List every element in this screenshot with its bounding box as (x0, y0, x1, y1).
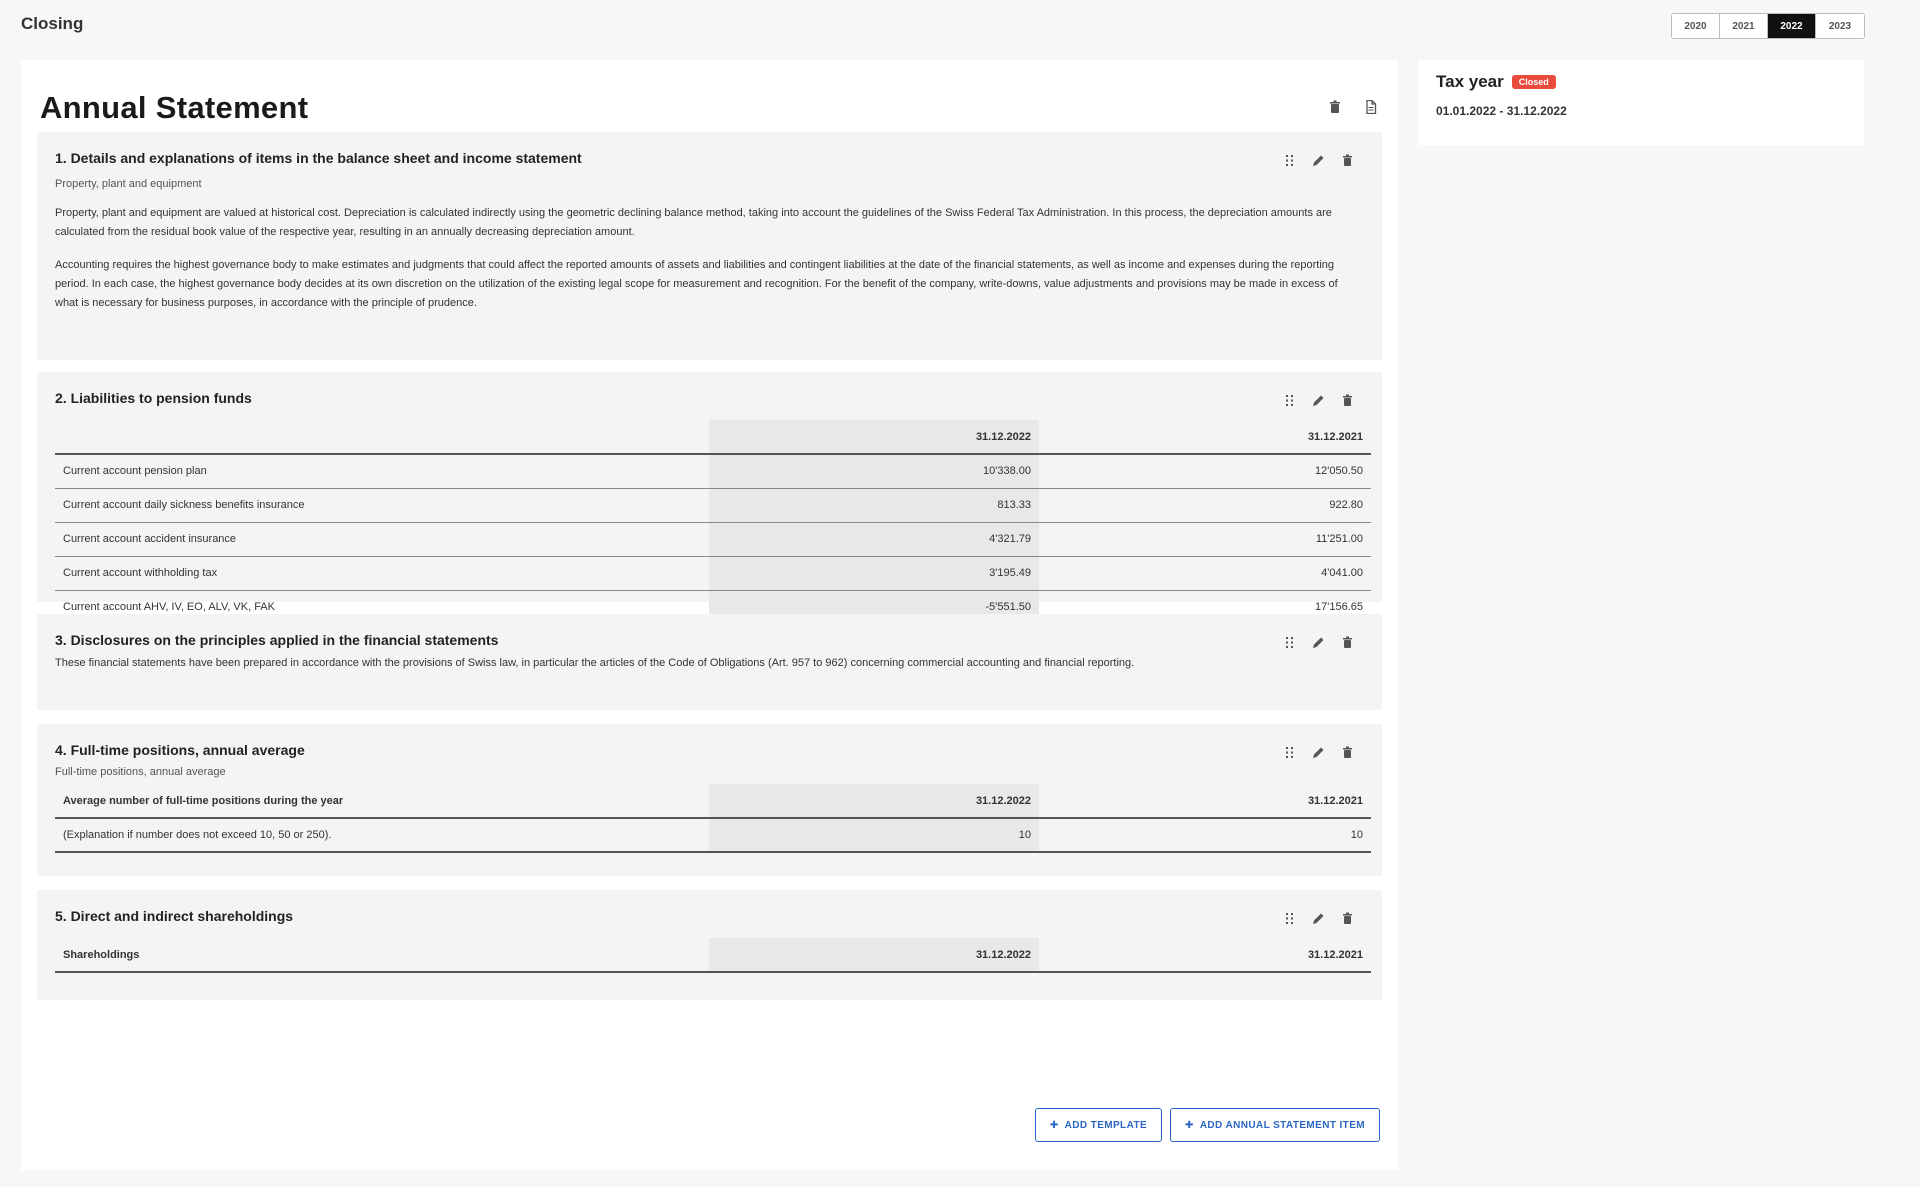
section-details (37, 132, 1382, 360)
tax-year-card (1418, 60, 1864, 145)
delete-icon[interactable] (1341, 746, 1354, 759)
section-disclosures (37, 614, 1382, 710)
year-2021-button[interactable]: 2021 (1720, 14, 1768, 38)
tax-year-dates: 01.01.2022 - 31.12.2022 (1436, 104, 1567, 118)
drag-handle-icon[interactable] (1283, 154, 1296, 167)
year-2023-button[interactable]: 2023 (1816, 14, 1864, 38)
delete-all-icon[interactable] (1328, 100, 1342, 114)
tax-year-label: Tax year (1436, 72, 1504, 91)
section-tools (1283, 746, 1354, 759)
edit-icon[interactable] (1312, 912, 1325, 925)
section-subtitle: Property, plant and equipment (55, 178, 202, 190)
section-tools (1283, 636, 1354, 649)
section-title: 5. Direct and indirect shareholdings (55, 908, 294, 924)
section-title: 4. Full-time positions, annual average (55, 742, 305, 758)
table-header: 31.12.2021 (1039, 938, 1371, 972)
drag-handle-icon[interactable] (1283, 394, 1296, 407)
plus-icon: ✚ (1049, 1119, 1059, 1131)
delete-icon[interactable] (1341, 912, 1354, 925)
section-paragraph: These financial statements have been prepared in accordance with the provisions of Swiss law, in particular the articles of the Code of Obligations (Art. 957 to 962) concerning commercial accounting and financial reporting. (55, 657, 1135, 669)
table-row (55, 556, 1371, 590)
table-header: 31.12.2021 (1039, 784, 1371, 818)
table-cell: Current account daily sickness benefits insurance (55, 488, 709, 522)
add-template-label: ADD TEMPLATE (1064, 1119, 1148, 1131)
table-cell: 4'321.79 (709, 522, 1039, 556)
section-title: 3. Disclosures on the principles applied in the financial statements (55, 632, 499, 648)
section-tools (1283, 154, 1354, 167)
table-row (55, 522, 1371, 556)
page-title: Annual Statement (40, 90, 309, 125)
table-cell: 17'156.65 (1039, 590, 1371, 624)
pension-table (55, 420, 1371, 625)
table-header: 31.12.2021 (1039, 420, 1371, 454)
add-item-label: ADD ANNUAL STATEMENT ITEM (1199, 1119, 1365, 1131)
table-cell: Current account accident insurance (55, 522, 709, 556)
section-tools (1283, 912, 1354, 925)
table-cell: 10'338.00 (709, 454, 1039, 488)
year-switcher (1671, 13, 1865, 39)
table-cell: 10 (709, 818, 1039, 852)
table-cell: Current account withholding tax (55, 556, 709, 590)
section-pension-liabilities (37, 372, 1382, 613)
table-header: Shareholdings (55, 938, 709, 972)
table-cell: 922.80 (1039, 488, 1371, 522)
section-full-time-positions (37, 724, 1382, 876)
table-cell: (Explanation if number does not exceed 10, 50 or 250). (55, 818, 709, 852)
drag-handle-icon[interactable] (1283, 746, 1296, 759)
section-paragraph: Property, plant and equipment are valued at historical cost. Depreciation is calculated indirectly using the geometric declining balance method, taking into account the guidelines of the Swiss Federal Tax Administration. In this process, the depreciation amounts are calculated from the residual book value of the respective year, resulting in an annually decreasing depreciation amount. (55, 207, 1332, 238)
plus-icon: ✚ (1185, 1119, 1194, 1131)
year-2022-button[interactable]: 2022 (1768, 14, 1816, 38)
table-header: 31.12.2022 (709, 938, 1039, 972)
edit-icon[interactable] (1312, 746, 1325, 759)
section-tools (1283, 394, 1354, 407)
section-shareholdings (37, 890, 1382, 1000)
annual-statement-card (21, 60, 1398, 1170)
table-row (55, 818, 1371, 852)
edit-icon[interactable] (1312, 154, 1325, 167)
tax-year-title (1436, 72, 1846, 92)
table-header (55, 420, 709, 454)
year-2020-button[interactable]: 2020 (1672, 14, 1720, 38)
add-annual-statement-item-button[interactable] (1170, 1108, 1380, 1142)
table-header: Average number of full-time positions during the year (55, 784, 709, 818)
delete-icon[interactable] (1341, 636, 1354, 649)
section-title: 1. Details and explanations of items in the balance sheet and income statement (55, 150, 582, 166)
table-cell: 10 (1039, 818, 1371, 852)
table-cell: 4'041.00 (1039, 556, 1371, 590)
shareholdings-table (55, 938, 1371, 973)
table-cell: Current account AHV, IV, EO, ALV, VK, FAK (55, 590, 709, 624)
drag-handle-icon[interactable] (1283, 912, 1296, 925)
edit-icon[interactable] (1312, 394, 1325, 407)
section-title: 2. Liabilities to pension funds (55, 390, 252, 406)
table-row (55, 454, 1371, 488)
delete-icon[interactable] (1341, 394, 1354, 407)
table-cell: 813.33 (709, 488, 1039, 522)
table-cell: 12'050.50 (1039, 454, 1371, 488)
status-badge: Closed (1512, 75, 1556, 89)
section-paragraph: Accounting requires the highest governance body to make estimates and judgments that could affect the reported amounts of assets and liabilities and contingent liabilities at the date of the financial statements, as well as income and expenses during the reporting period. In each case, the highest governance body decides at its own discretion on the utilization of the existing legal scope for measurement and recognition. For the benefit of the company, write-downs, value adjustments and provisions may be made in excess of what is necessary for business purposes, in accordance with the principle of prudence. (55, 259, 1338, 309)
delete-icon[interactable] (1341, 154, 1354, 167)
table-cell: 3'195.49 (709, 556, 1039, 590)
table-cell: -5'551.50 (709, 590, 1039, 624)
table-cell: Current account pension plan (55, 454, 709, 488)
action-buttons (1035, 1108, 1380, 1142)
table-cell: 11'251.00 (1039, 522, 1371, 556)
card-actions (1328, 100, 1378, 114)
page-header-title: Closing (21, 14, 84, 33)
drag-handle-icon[interactable] (1283, 636, 1296, 649)
positions-table (55, 784, 1371, 853)
table-row (55, 488, 1371, 522)
edit-icon[interactable] (1312, 636, 1325, 649)
add-template-button[interactable] (1035, 1108, 1162, 1142)
table-header: 31.12.2022 (709, 420, 1039, 454)
section-subtitle: Full-time positions, annual average (55, 766, 226, 778)
table-header: 31.12.2022 (709, 784, 1039, 818)
document-icon[interactable] (1364, 100, 1378, 114)
